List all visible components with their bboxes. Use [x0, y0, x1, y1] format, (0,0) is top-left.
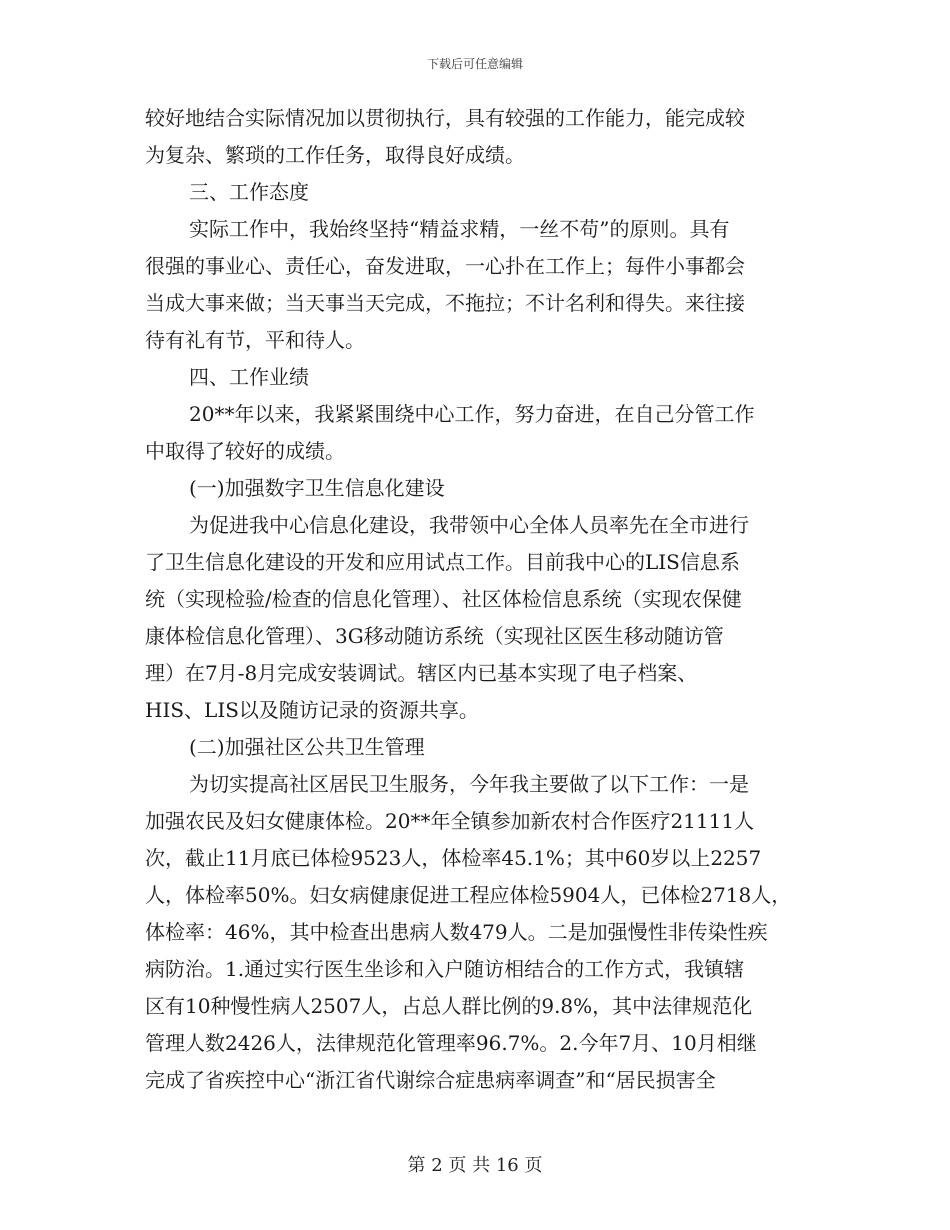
text-line: 待有礼有节，平和待人。 — [145, 328, 365, 352]
text-line: 较好地结合实际情况加以贯彻执行，具有较强的工作能力，能完成较 — [145, 106, 745, 130]
text-line: 中取得了较好的成绩。 — [145, 439, 345, 463]
text-line: 20**年以来，我紧紧围绕中心工作，努力奋进，在自己分管工作 — [189, 402, 755, 426]
text-line: (一)加强数字卫生信息化建设 — [189, 476, 445, 500]
text-line: HIS、LIS以及随访记录的资源共享。 — [145, 698, 479, 722]
text-line: 人，体检率50%。妇女病健康促进工程应体检5904人，已体检2718人， — [145, 883, 792, 907]
text-line: (二)加强社区公共卫生管理 — [189, 735, 425, 759]
text-line: 体检率：46%，其中检查出患病人数479人。二是加强慢性非传染性疾 — [145, 920, 768, 944]
text-line: 统（实现检验/检查的信息化管理）、社区体检信息系统（实现农保健 — [145, 587, 742, 611]
text-line: 次，截止11月底已体检9523人，体检率45.1%；其中60岁以上2257 — [145, 846, 762, 870]
text-line: 当成大事来做；当天事当天完成，不拖拉；不计名利和得失。来往接 — [145, 291, 745, 315]
text-line: 为复杂、繁琐的工作任务，取得良好成绩。 — [145, 143, 525, 167]
text-line: 理）在7月-8月完成安装调试。辖区内已基本实现了电子档案、 — [145, 661, 698, 685]
text-line: 实际工作中，我始终坚持“精益求精，一丝不苟”的原则。具有 — [189, 217, 730, 241]
text-line: 四、工作业绩 — [189, 365, 309, 389]
page-number-footer: 第 2 页 共 16 页 — [407, 1155, 543, 1176]
text-line: 了卫生信息化建设的开发和应用试点工作。目前我中心的LIS信息系 — [145, 550, 740, 574]
text-line: 区有10种慢性病人2507人，占总人群比例的9.8%，其中法律规范化 — [145, 994, 753, 1018]
text-line: 病防治。1.通过实行医生坐诊和入户随访相结合的工作方式，我镇辖 — [145, 957, 745, 981]
text-line: 加强农民及妇女健康体检。20**年全镇参加新农村合作医疗21111人 — [145, 809, 755, 833]
text-line: 为促进我中心信息化建设，我带领中心全体人员率先在全市进行 — [189, 513, 749, 537]
text-line: 三、工作态度 — [189, 180, 309, 204]
text-line: 康体检信息化管理）、3G移动随访系统（实现社区医生移动随访管 — [145, 624, 724, 648]
text-line: 很强的事业心、责任心，奋发进取，一心扑在工作上；每件小事都会 — [145, 254, 745, 278]
text-line: 为切实提高社区居民卫生服务，今年我主要做了以下工作：一是 — [189, 772, 749, 796]
document-body — [145, 100, 817, 1099]
page-header: 下载后可任意编辑 — [426, 57, 523, 71]
text-line: 管理人数2426人，法律规范化管理率96.7%。2.今年7月、10月相继 — [145, 1031, 757, 1055]
text-line: 完成了省疾控中心“浙江省代谢综合症患病率调查”和“居民损害全 — [145, 1068, 716, 1092]
